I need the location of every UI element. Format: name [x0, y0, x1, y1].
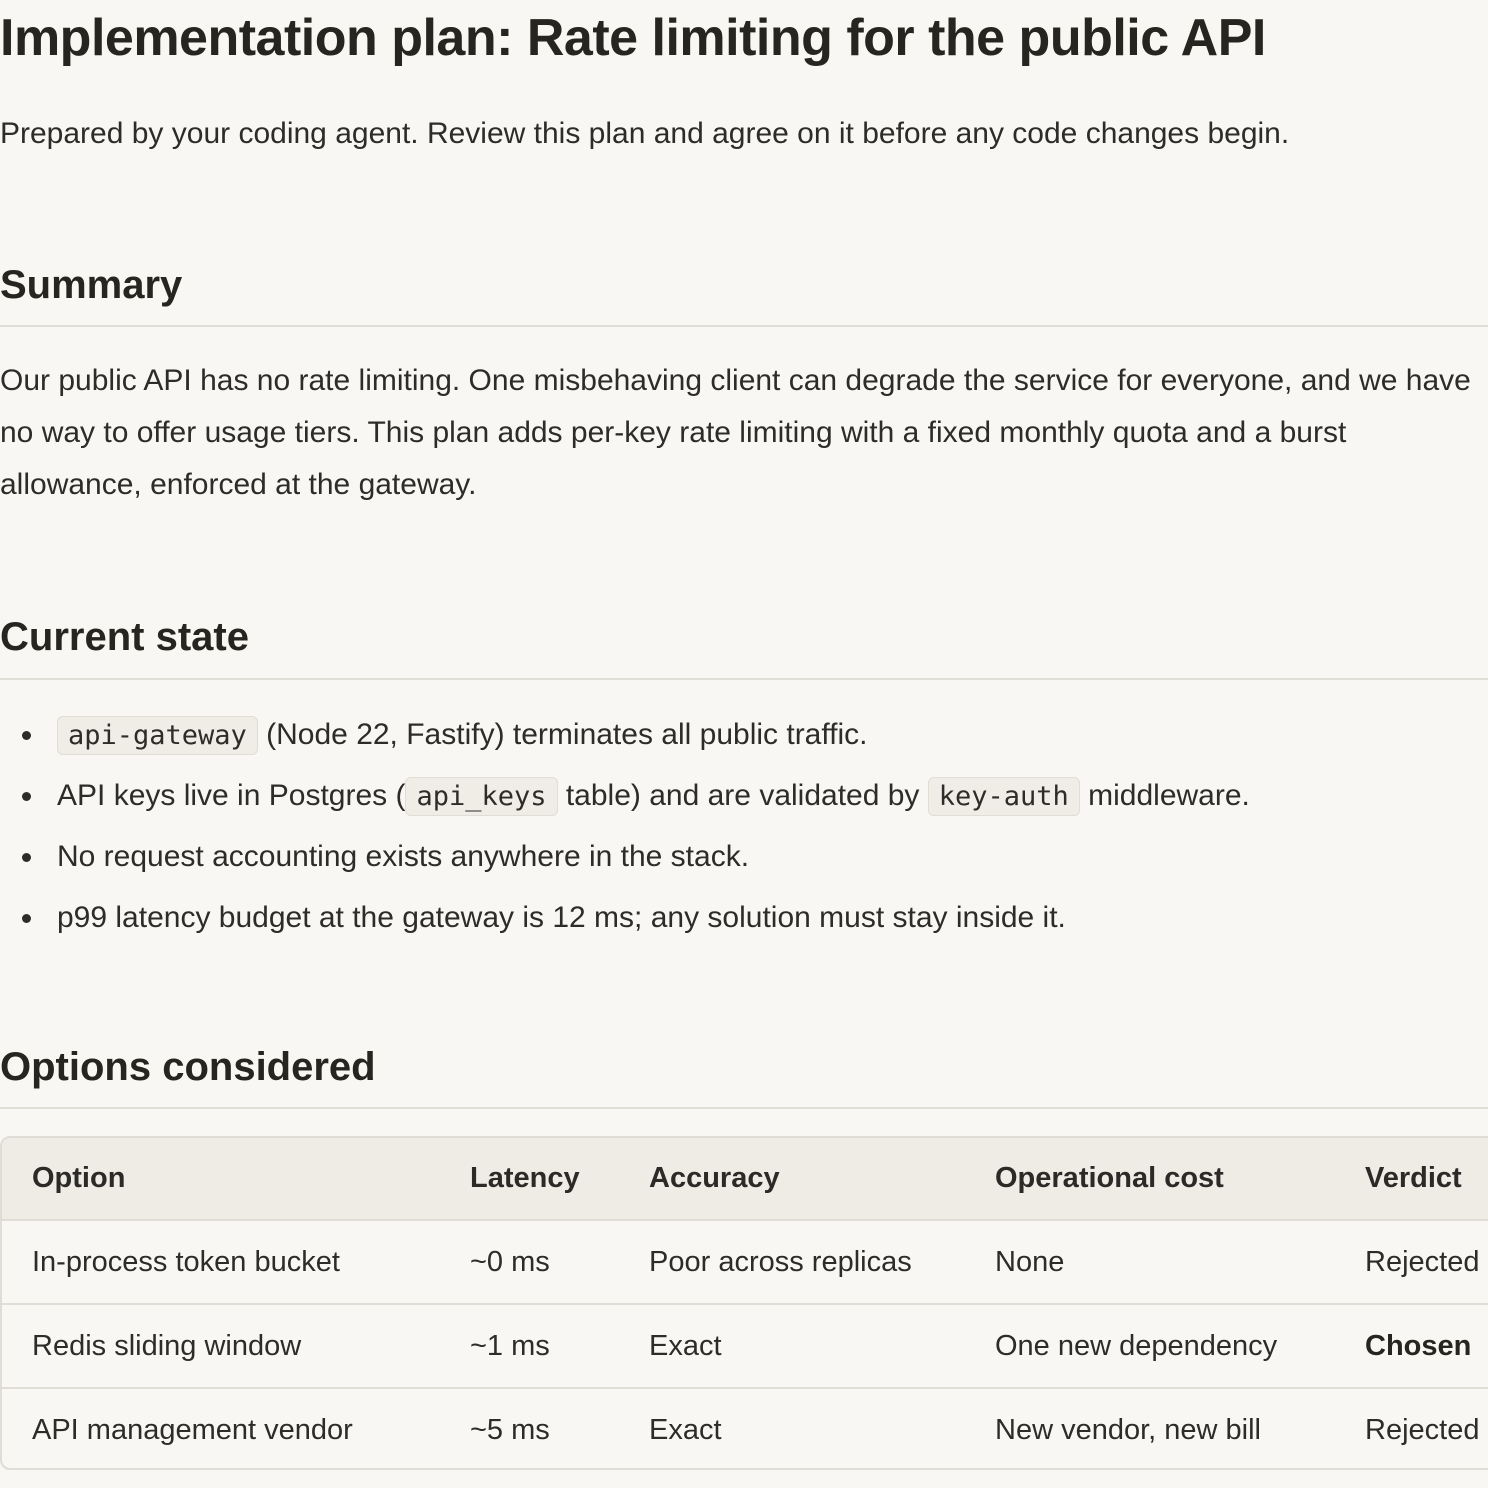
options-table	[0, 1136, 1488, 1470]
table-row	[2, 1304, 1488, 1388]
inline-code: key-auth	[928, 777, 1080, 816]
list-item	[0, 704, 1250, 765]
table-row	[2, 1220, 1488, 1304]
list-item-text: middleware.	[1079, 779, 1250, 812]
summary-heading: Summary	[0, 263, 183, 307]
table-cell: ~1 ms	[470, 1304, 649, 1388]
verdict-cell: Rejected	[1365, 1245, 1480, 1278]
summary-divider	[0, 325, 1488, 327]
page-title: Implementation plan: Rate limiting for the public API	[0, 9, 1266, 67]
current-state-heading: Current state	[0, 615, 249, 659]
options-divider	[0, 1107, 1488, 1109]
table-cell: None	[995, 1245, 1065, 1278]
summary-body: Our public API has no rate limiting. One misbehaving client can degrade the service for everyone, and we have no way to offer usage tiers. This plan adds per-key rate limiting with a fixed monthly quota and a burst allowance, enforced at the gateway.	[0, 364, 1471, 501]
table-cell: Exact	[649, 1304, 995, 1388]
list-item-text: API keys live in Postgres (	[57, 779, 406, 812]
table-cell: ~5 ms	[470, 1388, 649, 1470]
table-cell: ~0 ms	[470, 1245, 550, 1278]
list-item-text: No request accounting exists anywhere in the stack.	[57, 840, 750, 873]
current-state-divider	[0, 678, 1488, 680]
current-state-list	[0, 704, 1250, 948]
table-cell: Poor across replicas	[649, 1245, 912, 1278]
column-header-accuracy: Accuracy	[649, 1138, 995, 1220]
column-header-operational-cost: Operational cost	[995, 1138, 1365, 1220]
list-item-text: (Node 22, Fastify) terminates all public traffic.	[257, 718, 868, 751]
verdict-cell: Rejected	[1365, 1388, 1488, 1470]
list-item	[0, 826, 1250, 887]
table-cell: Exact	[649, 1388, 995, 1470]
table-cell: API management vendor	[2, 1388, 470, 1470]
table-cell: One new dependency	[995, 1304, 1365, 1388]
column-header-latency: Latency	[470, 1138, 649, 1220]
list-item-text: p99 latency budget at the gateway is 12 ms; any solution must stay inside it.	[57, 901, 1066, 934]
table-header-row	[2, 1138, 1488, 1220]
table-cell: New vendor, new bill	[995, 1388, 1365, 1470]
table-cell: Redis sliding window	[2, 1304, 470, 1388]
list-item	[0, 887, 1250, 948]
inline-code: api_keys	[405, 777, 557, 816]
table-cell: In-process token bucket	[32, 1245, 340, 1278]
column-header-option: Option	[2, 1138, 470, 1220]
verdict-cell-chosen: Chosen	[1365, 1304, 1488, 1388]
list-item	[0, 765, 1250, 826]
options-heading: Options considered	[0, 1045, 376, 1089]
column-header-verdict: Verdict	[1365, 1138, 1488, 1220]
table-row	[2, 1388, 1488, 1470]
inline-code: api-gateway	[57, 716, 258, 755]
list-item-text: table) and are validated by	[557, 779, 928, 812]
page-subtitle: Prepared by your coding agent. Review this plan and agree on it before any code changes begin.	[0, 117, 1290, 150]
